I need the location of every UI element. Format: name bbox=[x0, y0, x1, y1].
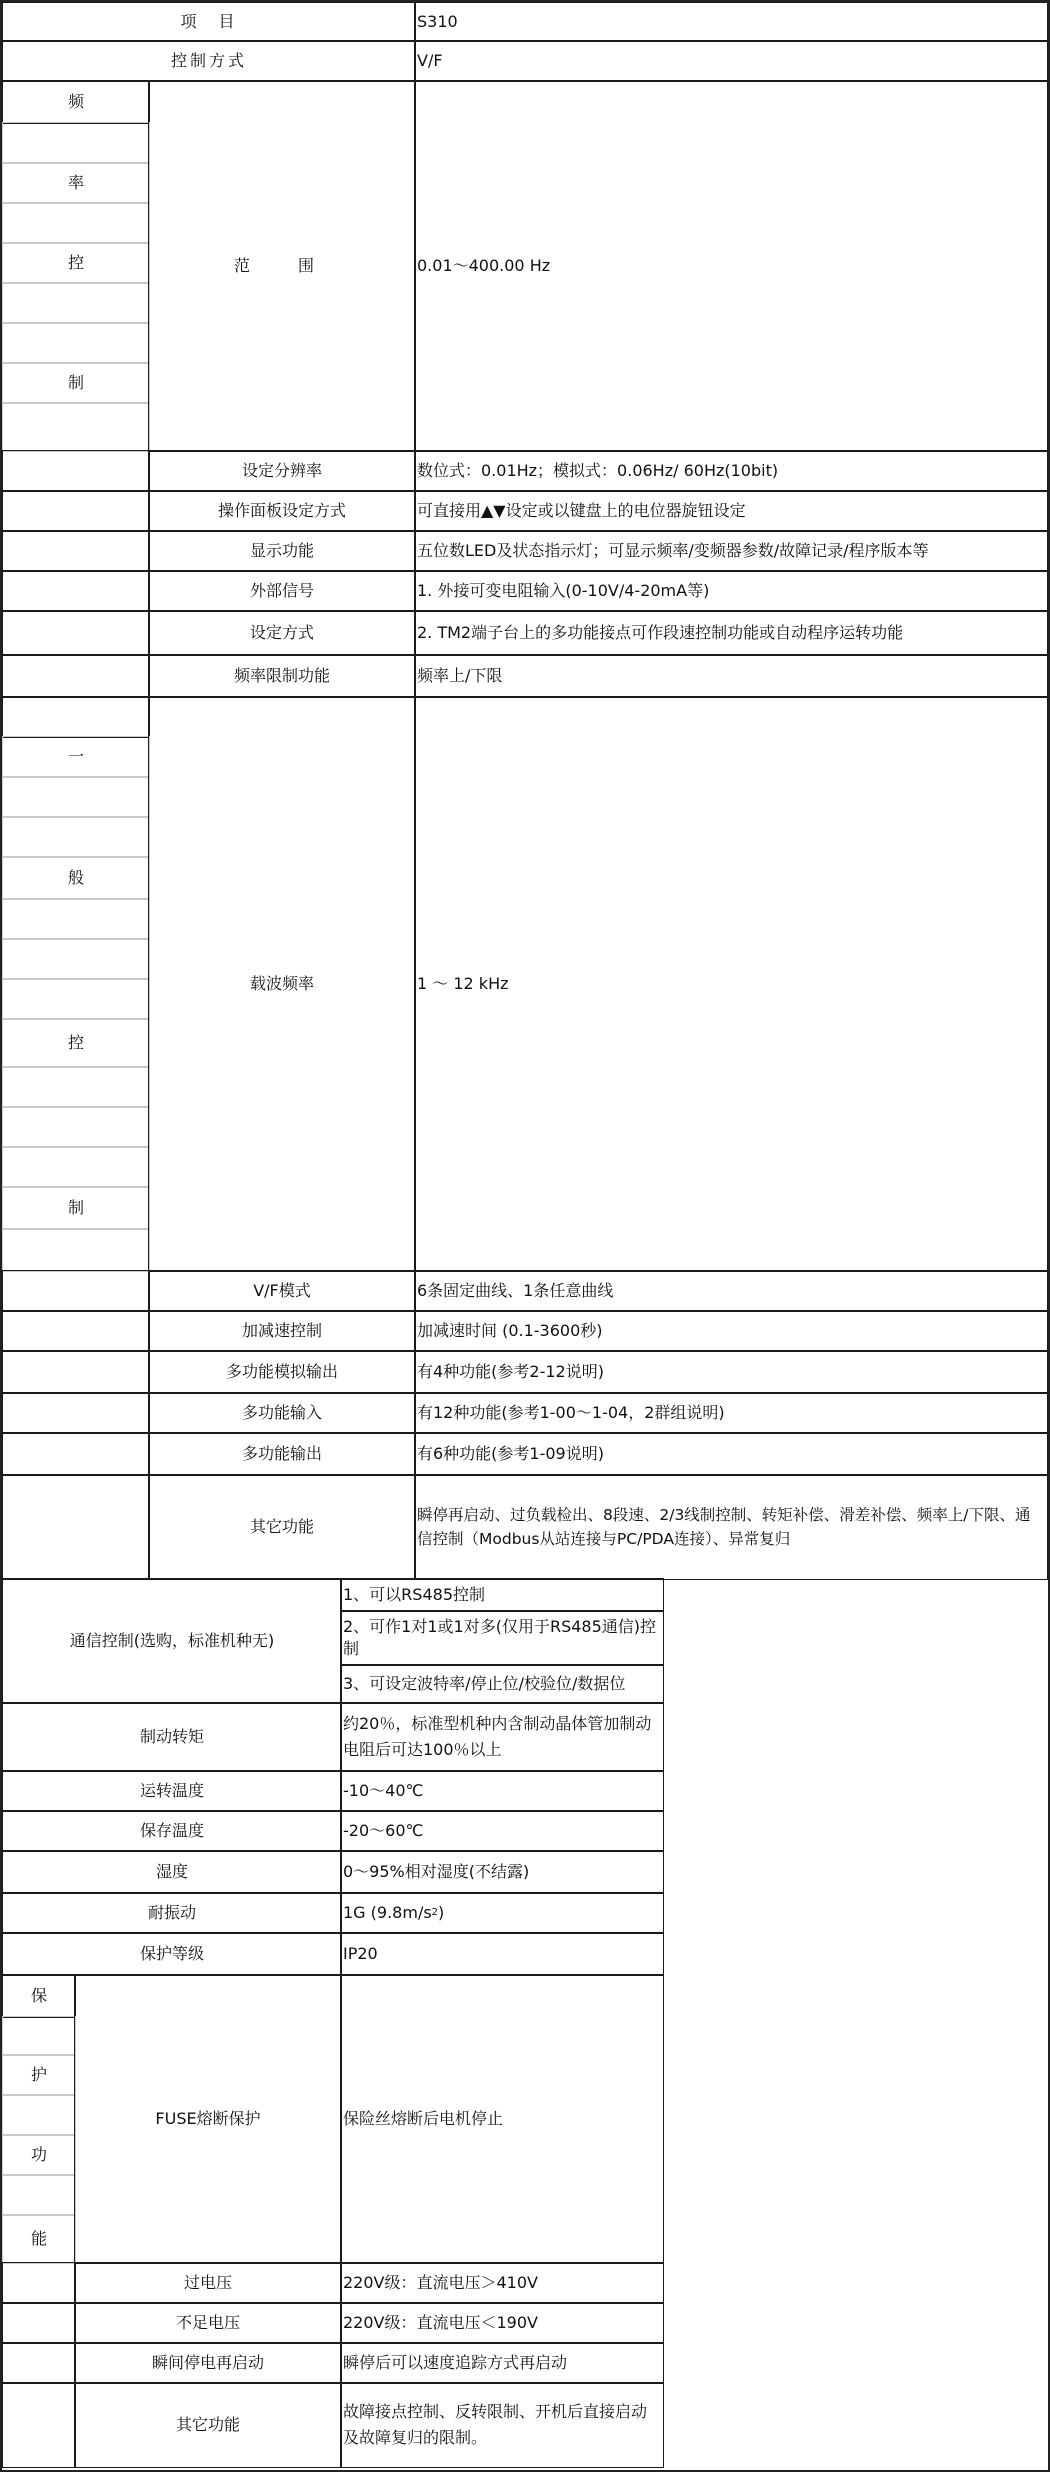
analog-output-value: 有4种功能(参考2-12说明) bbox=[414, 1350, 1048, 1394]
humidity-value: 0～95%相对湿度(不结露) bbox=[340, 1850, 664, 1894]
empty-cell bbox=[2, 1432, 150, 1476]
other-functions-label: 其它功能 bbox=[148, 1474, 416, 1580]
range-label: 范 围 bbox=[148, 80, 416, 452]
vf-mode-value: 6条固定曲线、1条任意曲线 bbox=[414, 1270, 1048, 1312]
storage-temp-label: 保存温度 bbox=[2, 1810, 342, 1852]
communication-line: 1、可以RS485控制 bbox=[340, 1578, 664, 1612]
group-char: 护 bbox=[2, 2054, 76, 2096]
frequency-limit-value: 频率上/下限 bbox=[414, 654, 1048, 698]
empty-cell bbox=[2, 1474, 150, 1580]
group-char: 般 bbox=[2, 856, 150, 900]
display-label: 显示功能 bbox=[148, 530, 416, 572]
group-spacer bbox=[2, 2174, 76, 2216]
operating-temp-label: 运转温度 bbox=[2, 1770, 342, 1812]
range-value: 0.01～400.00 Hz bbox=[414, 80, 1048, 452]
control-mode-label: 控制方式 bbox=[2, 40, 416, 82]
group-char: 控 bbox=[2, 242, 150, 284]
external-signal-label: 外部信号 bbox=[148, 570, 416, 612]
vibration-text: 1G (9.8m/s bbox=[343, 1903, 432, 1922]
vf-mode-label: V/F模式 bbox=[148, 1270, 416, 1312]
empty-cell bbox=[2, 530, 150, 572]
header-model: S310 bbox=[414, 2, 1048, 42]
under-voltage-value: 220V级：直流电压＜190V bbox=[340, 2302, 664, 2344]
empty-cell bbox=[2, 1310, 150, 1352]
accel-control-label: 加减速控制 bbox=[148, 1310, 416, 1352]
over-voltage-label: 过电压 bbox=[74, 2262, 342, 2304]
power-loss-restart-value: 瞬停后可以速度追踪方式再启动 bbox=[340, 2342, 664, 2384]
group-spacer bbox=[2, 1228, 150, 1272]
group-spacer bbox=[2, 322, 150, 364]
group-char: 制 bbox=[2, 362, 150, 404]
other-functions-value: 瞬停再启动、过负载检出、8段速、2/3线制控制、转矩补偿、滑差补偿、频率上/下限、通信控制（Modbus从站连接与PC/PDA连接）、异常复归 bbox=[414, 1474, 1048, 1580]
group-char: 频 bbox=[2, 80, 150, 124]
group-spacer bbox=[2, 2016, 76, 2056]
group-char: 控 bbox=[2, 1018, 150, 1068]
group-spacer bbox=[2, 816, 150, 858]
other-protection-value: 故障接点控制、反转限制、开机后直接启动及故障复归的限制。 bbox=[340, 2382, 664, 2468]
control-mode-value: V/F bbox=[414, 40, 1048, 82]
setting-method-label: 设定方式 bbox=[148, 610, 416, 656]
protection-grade-label: 保护等级 bbox=[2, 1932, 342, 1976]
group-spacer bbox=[2, 1066, 150, 1108]
group-spacer bbox=[2, 282, 150, 324]
empty-cell bbox=[2, 490, 150, 532]
analog-output-label: 多功能模拟输出 bbox=[148, 1350, 416, 1394]
external-signal-value: 1. 外接可变电阻输入(0-10V/4-20mA等) bbox=[414, 570, 1048, 612]
braking-torque-label: 制动转矩 bbox=[2, 1702, 342, 1772]
empty-cell bbox=[2, 1350, 150, 1394]
empty-cell bbox=[2, 450, 150, 492]
group-spacer bbox=[2, 202, 150, 244]
empty-cell bbox=[2, 2382, 76, 2468]
group-spacer bbox=[2, 776, 150, 818]
group-spacer bbox=[2, 938, 150, 980]
group-spacer bbox=[2, 898, 150, 940]
display-value: 五位数LED及状态指示灯；可显示频率/变频器参数/故障记录/程序版本等 bbox=[414, 530, 1048, 572]
multi-input-value: 有12种功能(参考1-00～1-04，2群组说明) bbox=[414, 1392, 1048, 1434]
protection-grade-value: IP20 bbox=[340, 1932, 664, 1976]
multi-input-label: 多功能输入 bbox=[148, 1392, 416, 1434]
empty-cell bbox=[2, 1270, 150, 1312]
communication-label: 通信控制(选购，标准机种无) bbox=[2, 1578, 342, 1704]
group-char: 功 bbox=[2, 2134, 76, 2176]
vibration-label: 耐振动 bbox=[2, 1892, 342, 1934]
group-spacer bbox=[2, 1106, 150, 1148]
group-spacer bbox=[2, 978, 150, 1020]
group-spacer bbox=[2, 696, 150, 738]
header-item-label: 项 目 bbox=[2, 2, 416, 42]
empty-cell bbox=[2, 2262, 76, 2304]
empty-cell bbox=[2, 2342, 76, 2384]
group-char: 保 bbox=[2, 1974, 76, 2018]
group-spacer bbox=[2, 122, 150, 164]
storage-temp-value: -20～60℃ bbox=[340, 1810, 664, 1852]
empty-cell bbox=[2, 654, 150, 698]
multi-output-label: 多功能输出 bbox=[148, 1432, 416, 1476]
fuse-protection-label: FUSE熔断保护 bbox=[74, 1974, 342, 2264]
communication-line: 3、可设定波特率/停止位/校验位/数据位 bbox=[340, 1664, 664, 1704]
carrier-frequency-value: 1 ～ 12 kHz bbox=[414, 696, 1048, 1272]
group-spacer bbox=[2, 402, 150, 452]
accel-control-value: 加减速时间 (0.1-3600秒) bbox=[414, 1310, 1048, 1352]
group-char: 一 bbox=[2, 736, 150, 778]
carrier-frequency-label: 载波频率 bbox=[148, 696, 416, 1272]
resolution-value: 数位式：0.01Hz；模拟式：0.06Hz/ 60Hz(10bit) bbox=[414, 450, 1048, 492]
empty-cell bbox=[2, 2302, 76, 2344]
vibration-tail: ) bbox=[438, 1903, 445, 1922]
empty-cell bbox=[2, 570, 150, 612]
other-protection-label: 其它功能 bbox=[74, 2382, 342, 2468]
power-loss-restart-label: 瞬间停电再启动 bbox=[74, 2342, 342, 2384]
group-spacer bbox=[2, 2094, 76, 2136]
braking-torque-value: 约20％，标准型机种内含制动晶体管加制动电阻后可达100％以上 bbox=[340, 1702, 664, 1772]
vibration-value: 1G (9.8m/s 2 ) bbox=[340, 1892, 664, 1934]
multi-output-value: 有6种功能(参考1-09说明) bbox=[414, 1432, 1048, 1476]
over-voltage-value: 220V级：直流电压＞410V bbox=[340, 2262, 664, 2304]
fuse-protection-value: 保险丝熔断后电机停止 bbox=[340, 1974, 664, 2264]
communication-line: 2、可作1对1或1对多(仅用于RS485通信)控制 bbox=[340, 1610, 664, 1666]
panel-setting-value: 可直接用▲▼设定或以键盘上的电位器旋钮设定 bbox=[414, 490, 1048, 532]
empty-cell bbox=[2, 1392, 150, 1434]
empty-cell bbox=[2, 610, 150, 656]
group-char: 制 bbox=[2, 1186, 150, 1230]
under-voltage-label: 不足电压 bbox=[74, 2302, 342, 2344]
group-char: 率 bbox=[2, 162, 150, 204]
frequency-limit-label: 频率限制功能 bbox=[148, 654, 416, 698]
humidity-label: 湿度 bbox=[2, 1850, 342, 1894]
group-char: 能 bbox=[2, 2214, 76, 2264]
resolution-label: 设定分辨率 bbox=[148, 450, 416, 492]
setting-method-value: 2. TM2端子台上的多功能接点可作段速控制功能或自动程序运转功能 bbox=[414, 610, 1048, 656]
operating-temp-value: -10～40℃ bbox=[340, 1770, 664, 1812]
group-spacer bbox=[2, 1146, 150, 1188]
panel-setting-label: 操作面板设定方式 bbox=[148, 490, 416, 532]
